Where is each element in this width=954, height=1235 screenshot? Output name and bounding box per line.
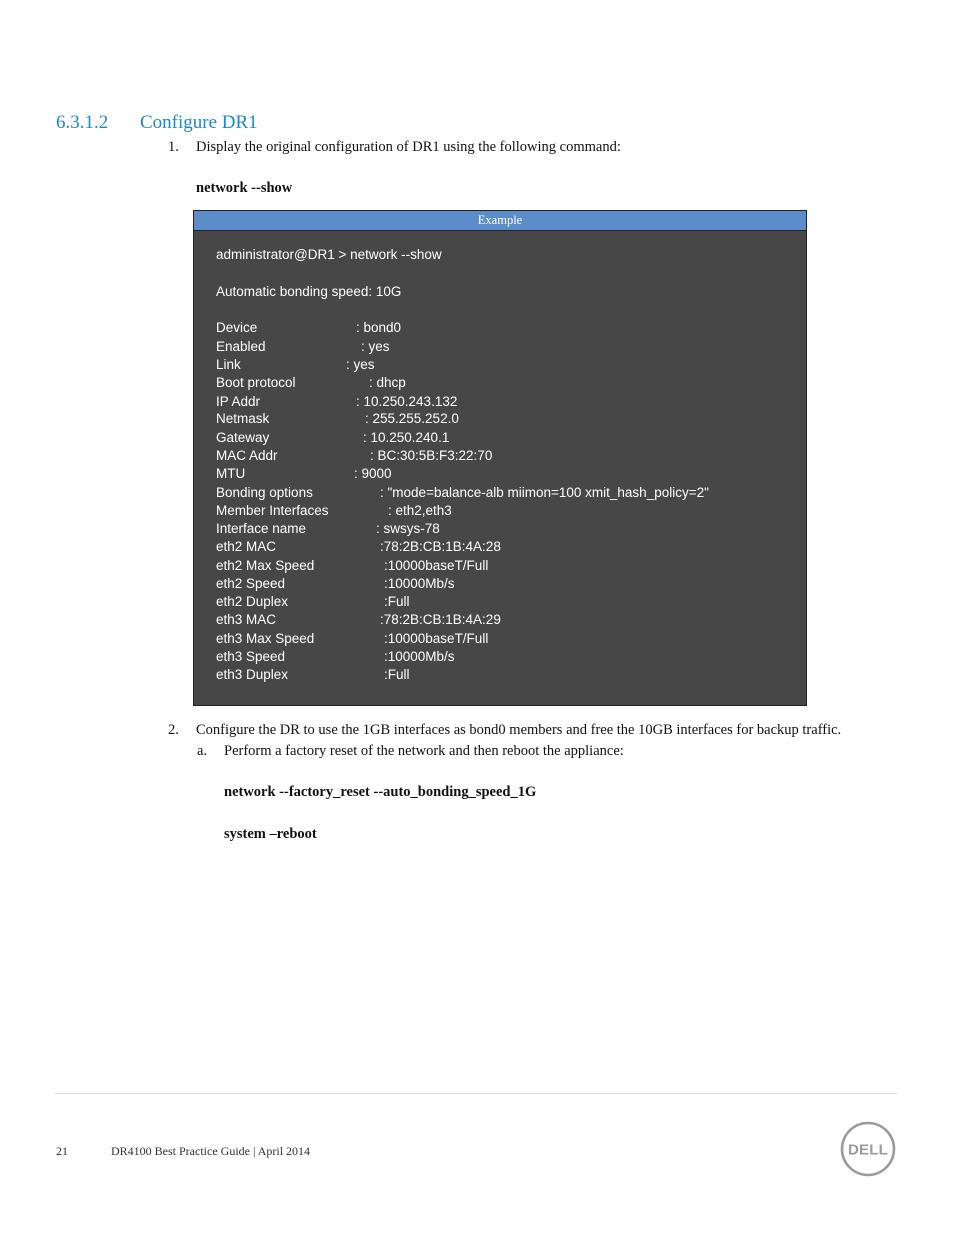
row-label: Interface name <box>216 521 307 536</box>
row-label: eth3 Duplex <box>216 667 289 682</box>
terminal-prompt: administrator@DR1 > network --show <box>216 247 442 262</box>
row-value: : 255.255.252.0 <box>365 411 459 426</box>
row-value: : 10.250.240.1 <box>363 430 450 445</box>
row-value: : bond0 <box>356 320 402 335</box>
step-1-number: 1. <box>168 139 179 155</box>
row-value: :Full <box>384 594 410 609</box>
section-number: 6.3.1.2 <box>56 112 109 133</box>
row-label: MAC Addr <box>216 448 278 463</box>
row-label: MTU <box>216 466 246 481</box>
row-value: :Full <box>384 667 410 682</box>
command-system-reboot: system –reboot <box>224 826 317 842</box>
row-value: :10000Mb/s <box>384 576 455 591</box>
row-value: :78:2B:CB:1B:4A:29 <box>380 612 501 627</box>
row-value: : eth2,eth3 <box>388 503 452 518</box>
page-number: 21 <box>56 1144 68 1158</box>
row-label: eth2 Max Speed <box>216 558 315 573</box>
step-2-text: Configure the DR to use the 1GB interfaces as bond0 members and free the 10GB interfaces for backup traffic. <box>196 722 842 738</box>
row-label: eth2 Duplex <box>216 594 289 609</box>
row-label: eth3 Max Speed <box>216 631 315 646</box>
row-label: IP Addr <box>216 394 261 409</box>
row-label: Bonding options <box>216 485 313 500</box>
step-2a-letter: a. <box>197 743 208 759</box>
row-label: Device <box>216 320 258 335</box>
row-value: : yes <box>361 339 390 354</box>
row-value: :10000Mb/s <box>384 649 455 664</box>
row-label: eth2 Speed <box>216 576 286 591</box>
row-value: : 9000 <box>354 466 392 481</box>
row-value: :78:2B:CB:1B:4A:28 <box>380 539 501 554</box>
example-terminal-box <box>193 210 807 706</box>
row-value: : 10.250.243.132 <box>356 394 458 409</box>
row-label: eth2 MAC <box>216 539 277 554</box>
row-value: : "mode=balance-alb miimon=100 xmit_hash_policy=2" <box>380 485 709 500</box>
row-label: Link <box>216 357 241 372</box>
row-value: :10000baseT/Full <box>384 558 489 573</box>
row-label: Member Interfaces <box>216 503 329 518</box>
row-label: Enabled <box>216 339 266 354</box>
row-value: : dhcp <box>369 375 406 390</box>
row-label: eth3 MAC <box>216 612 277 627</box>
bonding-speed-line: Automatic bonding speed: 10G <box>216 284 402 299</box>
step-2-number: 2. <box>168 722 179 738</box>
section-title: Configure DR1 <box>140 112 258 133</box>
footer-divider <box>55 1093 897 1094</box>
step-2a-text: Perform a factory reset of the network and then reboot the appliance: <box>224 743 624 759</box>
row-label: Boot protocol <box>216 375 296 390</box>
row-value: : BC:30:5B:F3:22:70 <box>370 448 493 463</box>
row-value: :10000baseT/Full <box>384 631 489 646</box>
row-value: : yes <box>346 357 375 372</box>
footer-doc-title: DR4100 Best Practice Guide | April 2014 <box>111 1144 311 1158</box>
row-label: Gateway <box>216 430 270 445</box>
dell-logo-icon <box>840 1121 896 1177</box>
row-label: Netmask <box>216 411 270 426</box>
row-label: eth3 Speed <box>216 649 286 664</box>
dell-logo-text: DELL <box>848 1141 888 1159</box>
example-header: Example <box>194 211 806 231</box>
command-factory-reset: network --factory_reset --auto_bonding_speed_1G <box>224 784 537 800</box>
step-1-text: Display the original configuration of DR1 using the following command: <box>196 139 621 155</box>
row-value: : swsys-78 <box>376 521 440 536</box>
command-network-show: network --show <box>196 180 293 196</box>
